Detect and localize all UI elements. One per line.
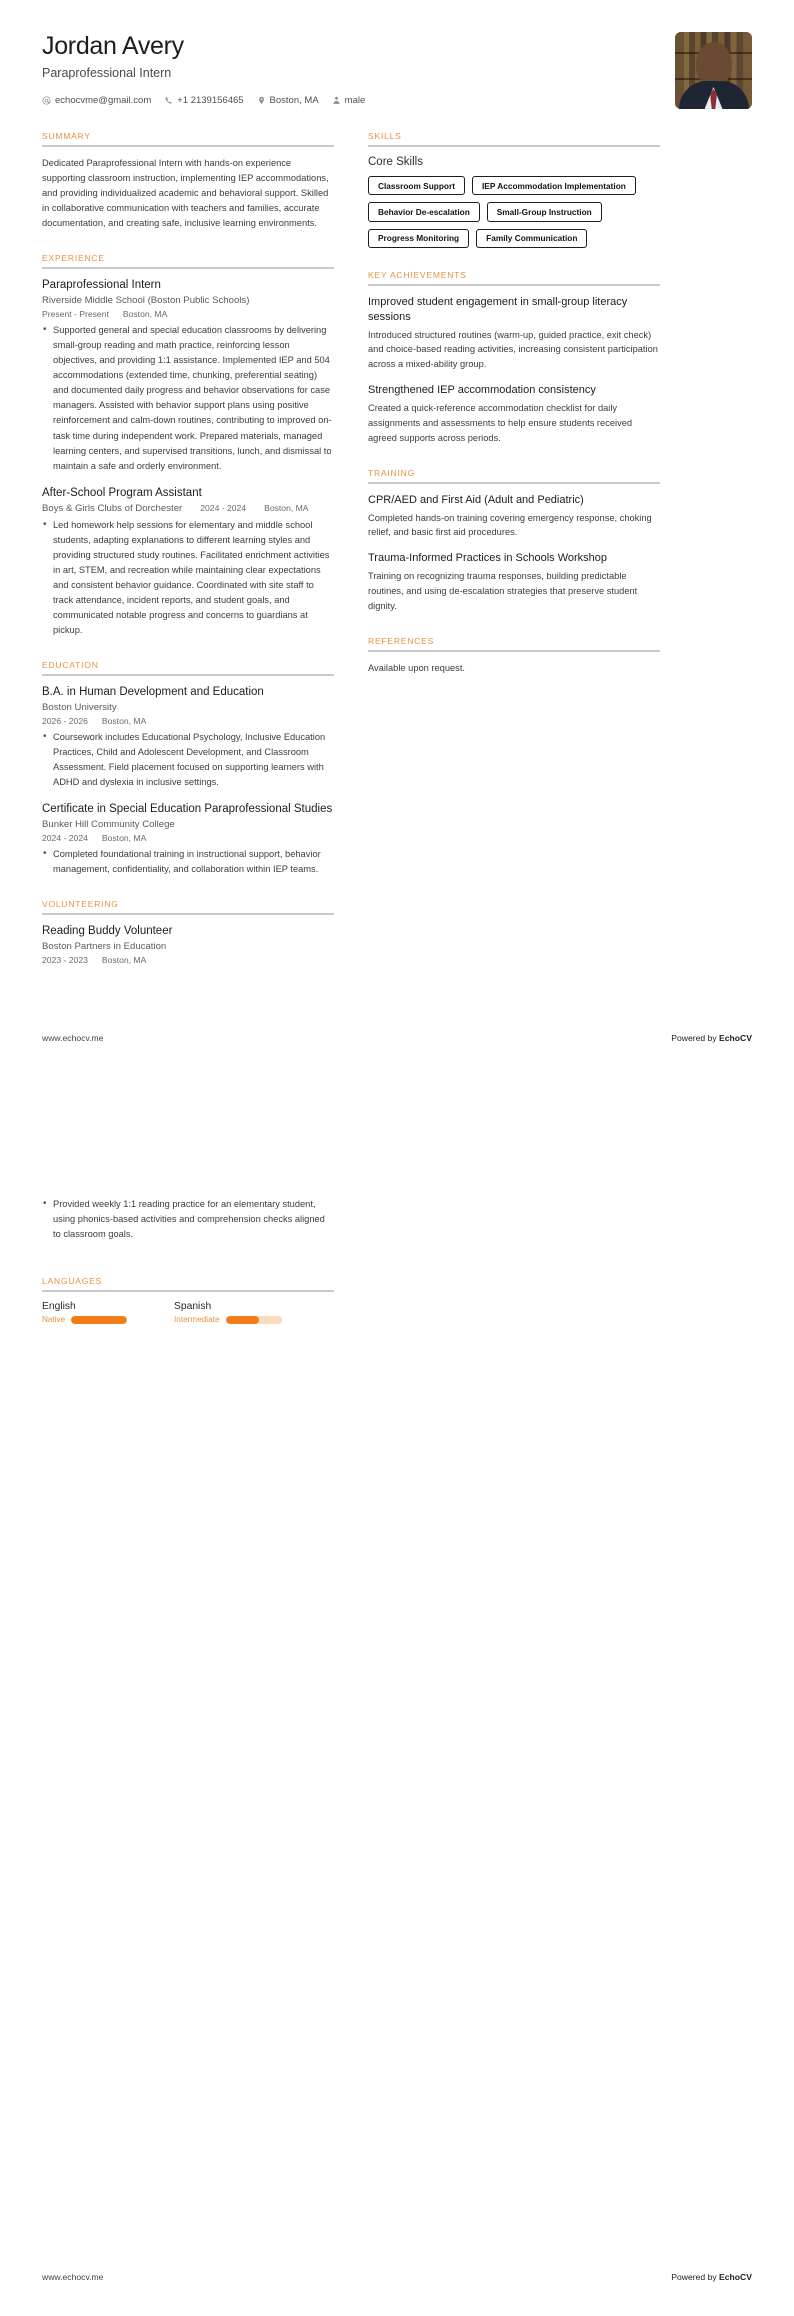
- footer-powered-label: Powered by: [671, 2272, 720, 2282]
- section-key-achievements: [368, 270, 660, 446]
- bullet-item: • Completed foundational training in instructional support, behavior management, confidentiality, and collaboration within IEP teams.: [42, 847, 334, 877]
- footer-powered-label: Powered by: [671, 1033, 720, 1044]
- section-divider: [368, 482, 660, 484]
- language-progress-bar: [226, 1316, 282, 1324]
- training-description: Training on recognizing trauma responses, building predictable routines, and using de-escalation strategies that preserve student dignity.: [368, 571, 638, 611]
- footer-website[interactable]: www.echocv.me: [42, 2272, 104, 2282]
- entry-organization: Boys & Girls Clubs of Dorchester: [42, 502, 183, 514]
- skills-group-label: Core Skills: [368, 156, 423, 168]
- entry-dates: 2024 - 2024: [200, 502, 247, 513]
- footer-website[interactable]: www.echocv.me: [42, 1033, 104, 1044]
- language-progress-bar: [71, 1316, 127, 1324]
- entry-dates: 2023 - 2023: [42, 955, 88, 966]
- training-item: [368, 493, 660, 541]
- entry-location: Boston, MA: [264, 502, 309, 513]
- entry-title: Paraprofessional Intern: [42, 279, 161, 292]
- language-name: English: [42, 1301, 76, 1313]
- section-title-skills: SKILLS: [368, 131, 402, 141]
- skill-badge: IEP Accommodation Implementation: [472, 176, 636, 195]
- achievement-title: Improved student engagement in small-group literacy sessions: [368, 295, 628, 323]
- entry-bullets: [42, 847, 334, 877]
- email-icon: [42, 96, 51, 105]
- section-title-training: TRAINING: [368, 467, 416, 478]
- entry-location: Boston, MA: [101, 955, 147, 966]
- achievement-item: [368, 383, 660, 445]
- left-column-page2: [42, 1193, 334, 1346]
- skill-badge: Small-Group Instruction: [487, 202, 602, 221]
- right-column-page2: [368, 1193, 660, 1346]
- entry-organization: Riverside Middle School (Boston Public Schools): [42, 295, 250, 307]
- languages-list: [42, 1301, 334, 1324]
- section-volunteering-continued: [42, 1197, 334, 1242]
- contact-email-value: echocvme@gmail.com: [55, 94, 152, 106]
- section-divider: [42, 1290, 334, 1292]
- entry-organization: Boston University: [42, 701, 117, 713]
- experience-entry: [42, 486, 334, 638]
- contact-phone[interactable]: [164, 95, 243, 106]
- education-entry: [42, 802, 334, 877]
- section-references: [368, 636, 660, 676]
- language-progress-fill: [226, 1316, 260, 1324]
- contact-email[interactable]: [42, 95, 151, 106]
- language-level: Native: [42, 1315, 66, 1325]
- language-level: Intermediate: [174, 1315, 220, 1325]
- avatar: [675, 32, 752, 109]
- volunteering-entry: [42, 924, 334, 965]
- section-education: [42, 660, 334, 877]
- section-summary: [42, 131, 334, 231]
- training-title: Trauma-Informed Practices in Schools Workshop: [368, 552, 608, 565]
- footer-brand-name: EchoCV: [719, 2272, 752, 2282]
- achievement-item: [368, 295, 660, 372]
- entry-location: Boston, MA: [101, 715, 147, 726]
- entry-dates: Present - Present: [42, 309, 109, 320]
- entry-title: After-School Program Assistant: [42, 486, 202, 499]
- section-title-summary: SUMMARY: [42, 131, 91, 141]
- entry-dates: 2024 - 2024: [42, 833, 88, 844]
- section-training: [368, 468, 660, 614]
- bullet-item: • Coursework includes Educational Psychology, Inclusive Education Practices, Child and Adolescent Development, and Classroom Assessment. Field placement focused on supporting learners with ADHD and dyslexia in inclusive settings.: [42, 730, 334, 790]
- section-divider: [42, 267, 334, 269]
- skill-badge: Behavior De-escalation: [368, 202, 480, 221]
- entry-location: Boston, MA: [122, 309, 168, 320]
- entry-bullets: [42, 518, 334, 638]
- experience-entry: [42, 278, 334, 473]
- contact-gender: [332, 95, 366, 106]
- education-entry: [42, 685, 334, 790]
- entry-location: Boston, MA: [101, 833, 147, 844]
- entry-title: Reading Buddy Volunteer: [42, 925, 173, 938]
- entry-bullets: [42, 323, 334, 473]
- skill-badge: Classroom Support: [368, 176, 465, 195]
- page-break: [0, 1123, 794, 1149]
- entry-meta: [42, 716, 334, 726]
- achievement-title: Strengthened IEP accommodation consistency: [368, 384, 596, 397]
- header-identity: [42, 32, 365, 106]
- section-title-experience: EXPERIENCE: [42, 253, 105, 264]
- resume-header: [0, 0, 794, 109]
- section-divider: [42, 145, 334, 147]
- contact-gender-value: male: [344, 94, 366, 106]
- contact-location: [257, 95, 319, 106]
- section-title-languages: LANGUAGES: [42, 1276, 103, 1287]
- section-volunteering: [42, 899, 334, 965]
- bullet-item: • Provided weekly 1:1 reading practice for an elementary student, using phonics-based activities and comprehension checks aligned to classroom goals.: [42, 1197, 334, 1242]
- section-title-references: REFERENCES: [368, 635, 435, 646]
- training-description: Completed hands-on training covering emergency response, choking relief, and basic first aid procedures.: [368, 512, 652, 538]
- page-footer: [0, 2272, 794, 2282]
- entry-title: Certificate in Special Education Paraprofessional Studies: [42, 803, 333, 816]
- entry-meta: [42, 309, 334, 319]
- training-title: CPR/AED and First Aid (Adult and Pediatric): [368, 493, 584, 506]
- entry-bullets: [42, 730, 334, 790]
- entry-dates: 2026 - 2026: [42, 715, 88, 726]
- person-icon: [332, 96, 341, 105]
- section-languages: [42, 1276, 334, 1324]
- section-divider: [368, 284, 660, 286]
- section-title-volunteering: VOLUNTEERING: [42, 899, 119, 910]
- language-item: [174, 1301, 306, 1324]
- resume-page-1: [0, 0, 794, 1123]
- resume-page-2: [0, 1193, 794, 2316]
- entry-meta: [42, 955, 334, 965]
- job-title: Paraprofessional Intern: [42, 65, 172, 80]
- entry-meta: [42, 833, 334, 843]
- skills-badge-list: [368, 176, 660, 248]
- entry-organization: Bunker Hill Community College: [42, 819, 175, 831]
- language-progress-fill: [71, 1316, 127, 1324]
- section-title-education: EDUCATION: [42, 659, 99, 670]
- section-title-key-achievements: KEY ACHIEVEMENTS: [368, 269, 467, 280]
- skill-badge: Progress Monitoring: [368, 229, 469, 248]
- phone-icon: [164, 96, 173, 105]
- resume-columns: [0, 131, 794, 987]
- bullet-item: • Led homework help sessions for elementary and middle school students, adapting explanations to different learning styles and providing structured study routines. Facilitated enrichment activities in art, STEM, and recreation while maintaining clear expectations and consistent behavior guidance. Coordinated with site staff to track attendance, incident reports, and student goals, and communicated notable progress and concerns to guardians at pickup.: [42, 518, 334, 638]
- achievement-description: Introduced structured routines (warm-up, guided practice, exit check) and choice-based reading activities, increasing consistent participation across a mixed-ability group.: [368, 329, 658, 370]
- achievement-description: Created a quick-reference accommodation checklist for daily assignments and assessments to help ensure students received agreed supports across periods.: [368, 403, 633, 443]
- language-row: [42, 1315, 174, 1324]
- summary-text: Dedicated Paraprofessional Intern with hands-on experience supporting classroom instruction, implementing IEP accommodations, and providing individualized academic and behavioral support. Skilled in collaborative communication with teachers and families, accurate documentation, and creating safe, inclusive learning environments.: [42, 158, 329, 229]
- section-experience: [42, 253, 334, 638]
- footer-brand: [671, 2272, 752, 2282]
- left-column: [42, 131, 334, 987]
- contact-row: [42, 95, 365, 106]
- contact-location-value: Boston, MA: [269, 94, 319, 106]
- language-name: Spanish: [174, 1301, 212, 1313]
- references-text: Available upon request.: [368, 662, 465, 673]
- footer-brand-name: EchoCV: [719, 1033, 752, 1044]
- avatar-head: [696, 42, 732, 86]
- training-item: [368, 551, 660, 613]
- footer-brand: [671, 1033, 752, 1043]
- resume-columns-page2: [0, 1193, 794, 1346]
- section-divider: [368, 650, 660, 652]
- section-divider: [42, 913, 334, 915]
- right-column: [368, 131, 660, 987]
- entry-meta: [42, 503, 334, 514]
- language-row: [174, 1315, 306, 1324]
- entry-bullets: [42, 1197, 334, 1242]
- page-title: Jordan Avery: [42, 32, 184, 60]
- language-item: [42, 1301, 174, 1324]
- contact-phone-value: +1 2139156465: [177, 94, 244, 106]
- section-divider: [368, 145, 660, 147]
- section-divider: [42, 674, 334, 676]
- entry-organization: Boston Partners in Education: [42, 941, 167, 953]
- skill-badge: Family Communication: [476, 229, 587, 248]
- entry-title: B.A. in Human Development and Education: [42, 685, 264, 698]
- bullet-item: • Supported general and special education classrooms by delivering small-group reading and math practice, reinforcing lesson objectives, and providing 1:1 assistance. Implemented IEP and 504 accommodations (extended time, chunking, preferential seating) and documented daily progress and behavior observations for case managers. Assisted with behavior support plans using positive reinforcement and calm-down routines, contributing to improved on-task time during independent work. Prepared materials, managed learning centers, and supervised transitions, lunch, and dismissal to maintain a safe and orderly environment.: [42, 323, 334, 473]
- page-footer: [0, 1033, 794, 1043]
- location-pin-icon: [257, 96, 266, 105]
- section-skills: [368, 131, 660, 248]
